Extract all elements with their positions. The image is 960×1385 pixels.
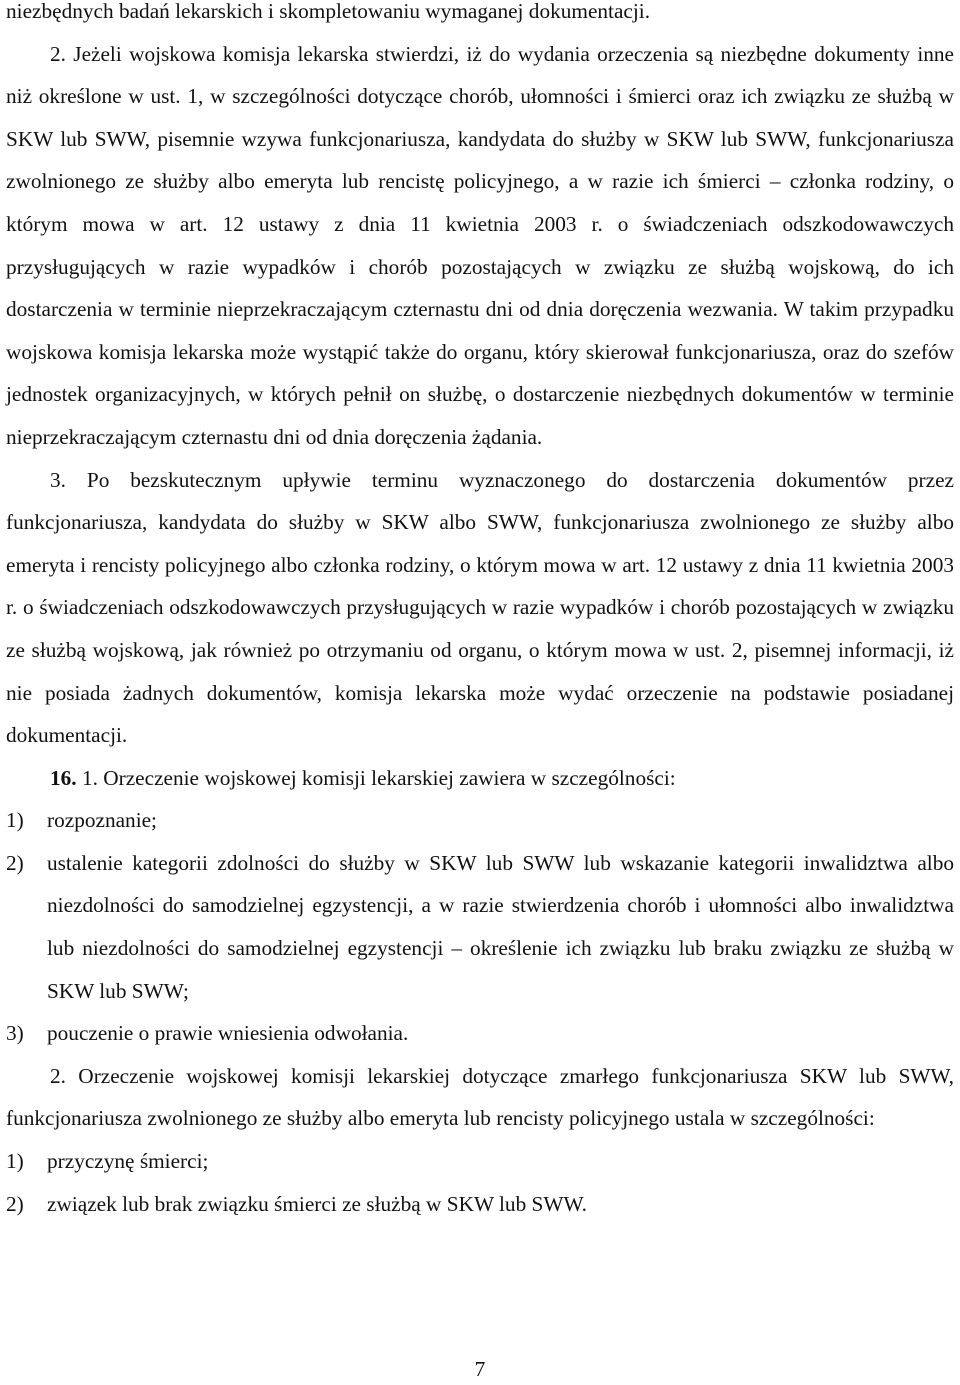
list-item-number: 1) xyxy=(6,1149,24,1174)
list-item-number: 2) xyxy=(6,1191,24,1216)
list-item-number: 1) xyxy=(6,808,24,833)
list-item-text: pouczenie o prawie wniesienia odwołania. xyxy=(47,1021,409,1046)
list-item xyxy=(6,1140,954,1183)
list-item xyxy=(6,799,954,842)
section-16-intro-text: 1. Orzeczenie wojskowej komisji lekarskiej zawiera w szczególności: xyxy=(81,765,676,790)
section-number: 16. xyxy=(50,765,77,790)
section-16-paragraph-2: 2. Orzeczenie wojskowej komisji lekarskiej dotyczące zmarłego funkcjonariusza SKW lub SWW, funkcjonariusza zwolnionego ze służby albo emeryta lub rencisty policyjnego ustala w szczególności: xyxy=(6,1063,954,1131)
list-item-text: rozpoznanie; xyxy=(47,808,157,833)
list-item xyxy=(6,842,954,1012)
paragraph-continuation: niezbędnych badań lekarskich i skompletowaniu wymaganej dokumentacji. xyxy=(6,0,651,23)
list-item-text: ustalenie kategorii zdolności do służby w SKW lub SWW lub wskazanie kategorii inwalidztwa albo niezdolności do samodzielnej egzystencji, a w razie stwierdzenia chorób i ułomności albo inwalidztwa lub niezdolności do samodzielnej egzystencji – określenie ich związku lub braku związku ze służbą w SKW lub SWW; xyxy=(47,850,954,1003)
paragraph-3: 3. Po bezskutecznym upływie terminu wyznaczonego do dostarczenia dokumentów przez funkcjonariusza, kandydata do służby w SKW albo SWW, funkcjonariusza zwolnionego ze służby albo emeryta i rencisty policyjnego albo członka rodziny, o którym mowa w art. 12 ustawy z dnia 11 kwietnia 2003 r. o świadczeniach odszkodowawczych przysługujących w razie wypadków i chorób pozostających w związku ze służbą wojskową, jak również po otrzymaniu od organu, o którym mowa w ust. 2, pisemnej informacji, iż nie posiada żadnych dokumentów, komisja lekarska może wydać orzeczenie na podstawie posiadanej dokumentacji. xyxy=(6,467,954,748)
page-number: 7 xyxy=(474,1357,486,1381)
document-page xyxy=(6,0,954,1225)
list-item-number: 2) xyxy=(6,850,24,875)
list-item xyxy=(6,1012,954,1055)
list-item xyxy=(6,1183,954,1226)
list-item-text: związek lub brak związku śmierci ze służbą w SKW lub SWW. xyxy=(47,1191,587,1216)
list-item-number: 3) xyxy=(6,1021,24,1046)
list-item-text: przyczynę śmierci; xyxy=(47,1149,209,1174)
paragraph-2: 2. Jeżeli wojskowa komisja lekarska stwierdzi, iż do wydania orzeczenia są niezbędne dokumenty inne niż określone w ust. 1, w szczególności dotyczące chorób, ułomności i śmierci oraz ich związku ze służbą w SKW lub SWW, pisemnie wzywa funkcjonariusza, kandydata do służby w SKW lub SWW, funkcjonariusza zwolnionego ze służby albo emeryta lub rencistę policyjnego, a w razie ich śmierci – członka rodziny, o którym mowa w art. 12 ustawy z dnia 11 kwietnia 2003 r. o świadczeniach odszkodowawczych przysługujących w razie wypadków i chorób pozostających w związku ze służbą wojskową, do ich dostarczenia w terminie nieprzekraczającym czternastu dni od dnia doręczenia wezwania. W takim przypadku wojskowa komisja lekarska może wystąpić także do organu, który skierował funkcjonariusza, oraz do szefów jednostek organizacyjnych, w których pełnił on służbę, o dostarczenie niezbędnych dokumentów w terminie nieprzekraczającym czternastu dni od dnia doręczenia żądania. xyxy=(6,41,954,449)
section-16-intro xyxy=(6,757,954,800)
